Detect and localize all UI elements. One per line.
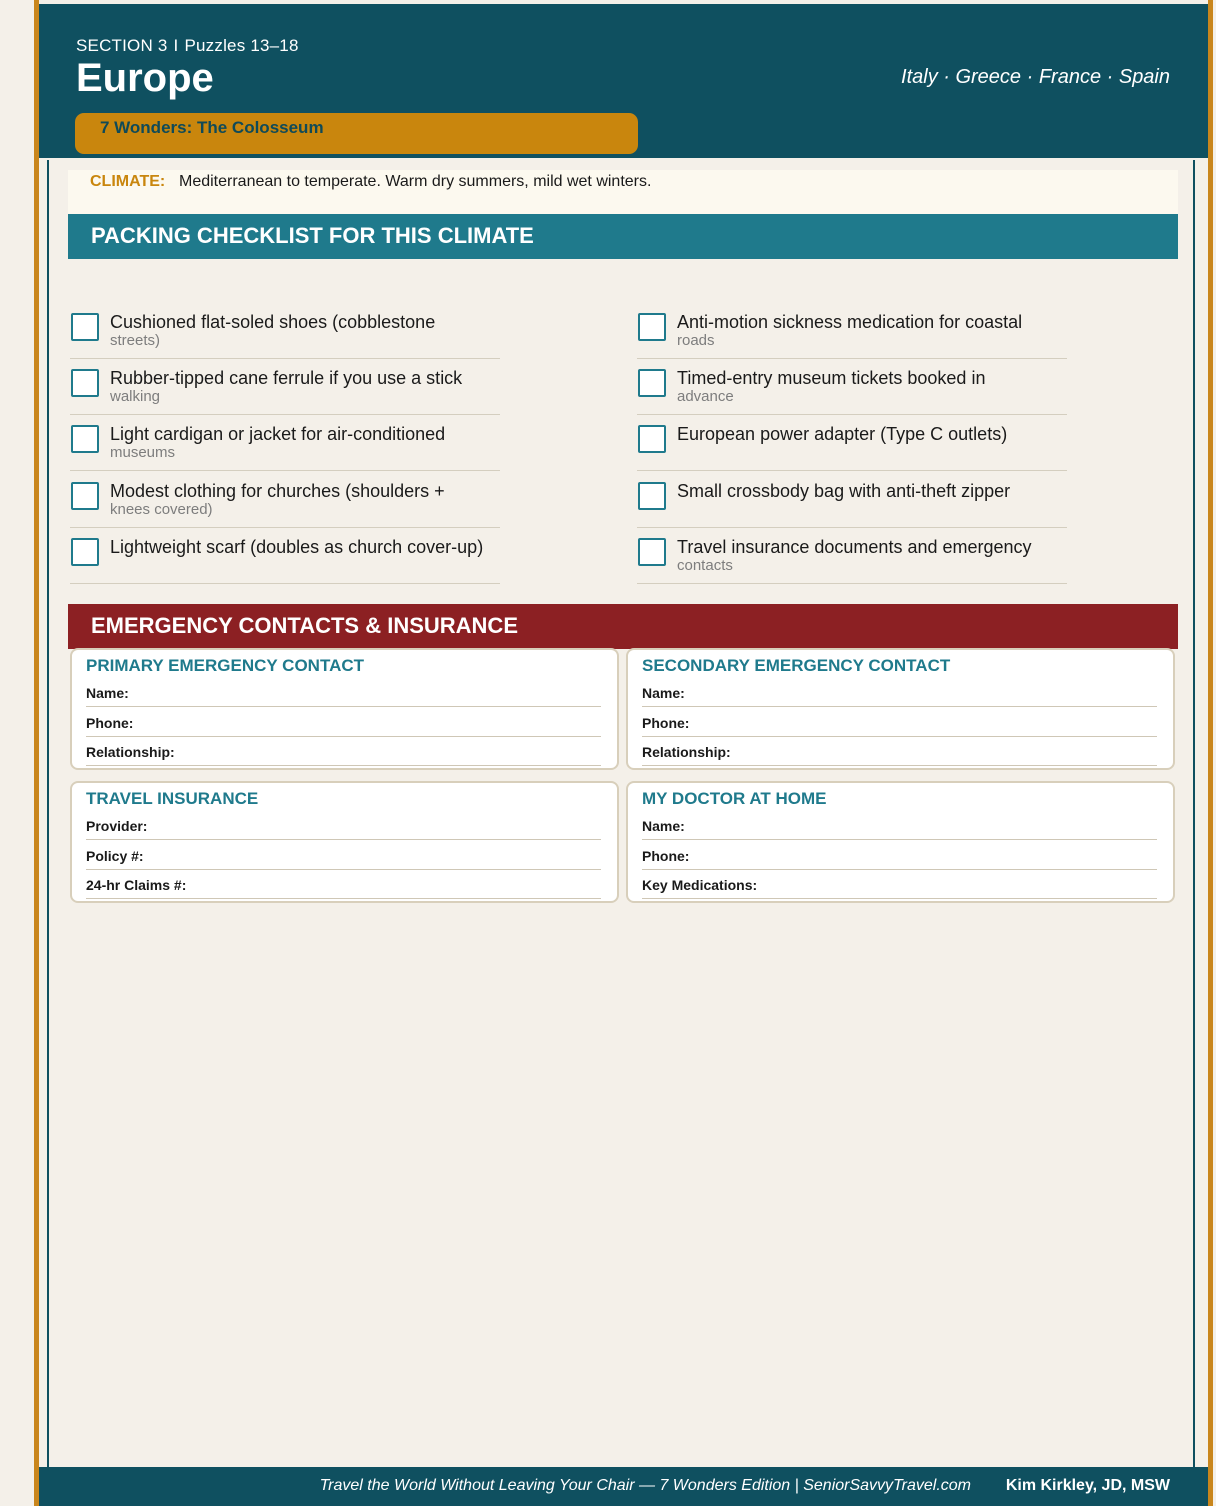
card-title: MY DOCTOR AT HOME <box>642 789 827 808</box>
checklist-item <box>637 358 1067 415</box>
page-header <box>39 4 1208 158</box>
relationship-field[interactable] <box>642 744 1157 766</box>
field-label: Provider: <box>86 818 152 834</box>
item-text: Rubber-tipped cane ferrule if you use a stick <box>110 368 463 388</box>
checkbox[interactable] <box>638 425 666 453</box>
checkbox[interactable] <box>638 369 666 397</box>
field-label: Key Medications: <box>642 877 762 893</box>
checkbox[interactable] <box>71 369 99 397</box>
wonder-label: 7 Wonders: The Colosseum <box>100 118 324 137</box>
checkbox[interactable] <box>638 482 666 510</box>
item-text: Modest clothing for churches (shoulders + <box>110 481 445 501</box>
medications-field[interactable] <box>642 877 1157 899</box>
checklist-item <box>70 471 500 528</box>
doctor-card <box>626 781 1175 903</box>
climate-text: Mediterranean to temperate. Warm dry summers, mild wet winters. <box>179 173 652 190</box>
page-title: Europe <box>76 56 214 100</box>
field-label: Phone: <box>86 715 138 731</box>
left-teal-rule <box>47 160 49 1470</box>
item-subtext: museums <box>110 444 176 461</box>
checklist-item <box>70 527 500 584</box>
right-gold-border <box>1208 0 1213 1506</box>
provider-field[interactable] <box>86 818 601 840</box>
item-subtext: streets) <box>110 332 161 349</box>
section-divider: I <box>173 36 179 55</box>
page-footer <box>39 1467 1208 1506</box>
phone-field[interactable] <box>86 715 601 737</box>
item-text: Lightweight scarf (doubles as church cover-up) <box>110 537 484 557</box>
checklist-item <box>70 414 500 471</box>
country-list: Italy · Greece · France · Spain <box>901 66 1170 88</box>
puzzle-range: Puzzles 13–18 <box>184 36 299 55</box>
item-subtext: roads <box>677 332 715 349</box>
primary-contact-card <box>70 648 619 770</box>
relationship-field[interactable] <box>86 744 601 766</box>
item-subtext: advance <box>677 388 734 405</box>
checkbox[interactable] <box>71 313 99 341</box>
section-number: SECTION 3 <box>76 36 168 55</box>
item-subtext: walking <box>110 388 161 405</box>
checklist-item <box>637 414 1067 471</box>
checkbox[interactable] <box>638 313 666 341</box>
emergency-heading <box>68 604 1178 649</box>
name-field[interactable] <box>642 818 1157 840</box>
field-label: Phone: <box>642 848 694 864</box>
item-text: European power adapter (Type C outlets) <box>677 424 1008 444</box>
checklist-heading <box>68 214 1178 259</box>
checkbox[interactable] <box>71 482 99 510</box>
phone-field[interactable] <box>642 848 1157 870</box>
checkbox[interactable] <box>71 425 99 453</box>
item-text: Timed-entry museum tickets booked in <box>677 368 986 388</box>
item-text: Anti-motion sickness medication for coastal <box>677 312 1023 332</box>
footer-tagline: Travel the World Without Leaving Your Chair — 7 Wonders Edition | SeniorSavvyTravel.com <box>319 1477 971 1494</box>
field-label: 24-hr Claims #: <box>86 877 191 893</box>
policy-field[interactable] <box>86 848 601 870</box>
card-title: PRIMARY EMERGENCY CONTACT <box>86 656 365 675</box>
item-subtext: knees covered) <box>110 501 213 518</box>
field-label: Relationship: <box>86 744 180 760</box>
checklist-title: PACKING CHECKLIST FOR THIS CLIMATE <box>91 223 534 248</box>
item-text: Small crossbody bag with anti-theft zipper <box>677 481 1011 501</box>
field-label: Name: <box>642 685 690 701</box>
climate-note <box>68 170 1178 214</box>
checklist-item <box>637 302 1067 359</box>
field-label: Phone: <box>642 715 694 731</box>
section-label <box>76 36 299 56</box>
field-label: Relationship: <box>642 744 736 760</box>
wonder-badge <box>75 113 638 154</box>
name-field[interactable] <box>86 685 601 707</box>
field-label: Name: <box>642 818 690 834</box>
claims-field[interactable] <box>86 877 601 899</box>
phone-field[interactable] <box>642 715 1157 737</box>
item-text: Light cardigan or jacket for air-conditioned <box>110 424 446 444</box>
checkbox[interactable] <box>638 538 666 566</box>
climate-label: CLIMATE: <box>90 173 166 190</box>
checklist-item <box>637 471 1067 528</box>
item-text: Travel insurance documents and emergency <box>677 537 1032 557</box>
item-text: Cushioned flat-soled shoes (cobblestone <box>110 312 436 332</box>
field-label: Policy #: <box>86 848 149 864</box>
checklist-item <box>70 302 500 359</box>
emergency-title: EMERGENCY CONTACTS & INSURANCE <box>91 613 518 638</box>
card-title: SECONDARY EMERGENCY CONTACT <box>642 656 951 675</box>
footer-author: Kim Kirkley, JD, MSW <box>1005 1477 1170 1494</box>
item-subtext: contacts <box>677 557 733 574</box>
name-field[interactable] <box>642 685 1157 707</box>
checklist-item <box>70 358 500 415</box>
field-label: Name: <box>86 685 134 701</box>
right-teal-rule <box>1193 160 1195 1470</box>
secondary-contact-card <box>626 648 1175 770</box>
card-title: TRAVEL INSURANCE <box>86 789 259 808</box>
checklist-item <box>637 527 1067 584</box>
travel-insurance-card <box>70 781 619 903</box>
checkbox[interactable] <box>71 538 99 566</box>
left-gold-border <box>34 0 39 1506</box>
